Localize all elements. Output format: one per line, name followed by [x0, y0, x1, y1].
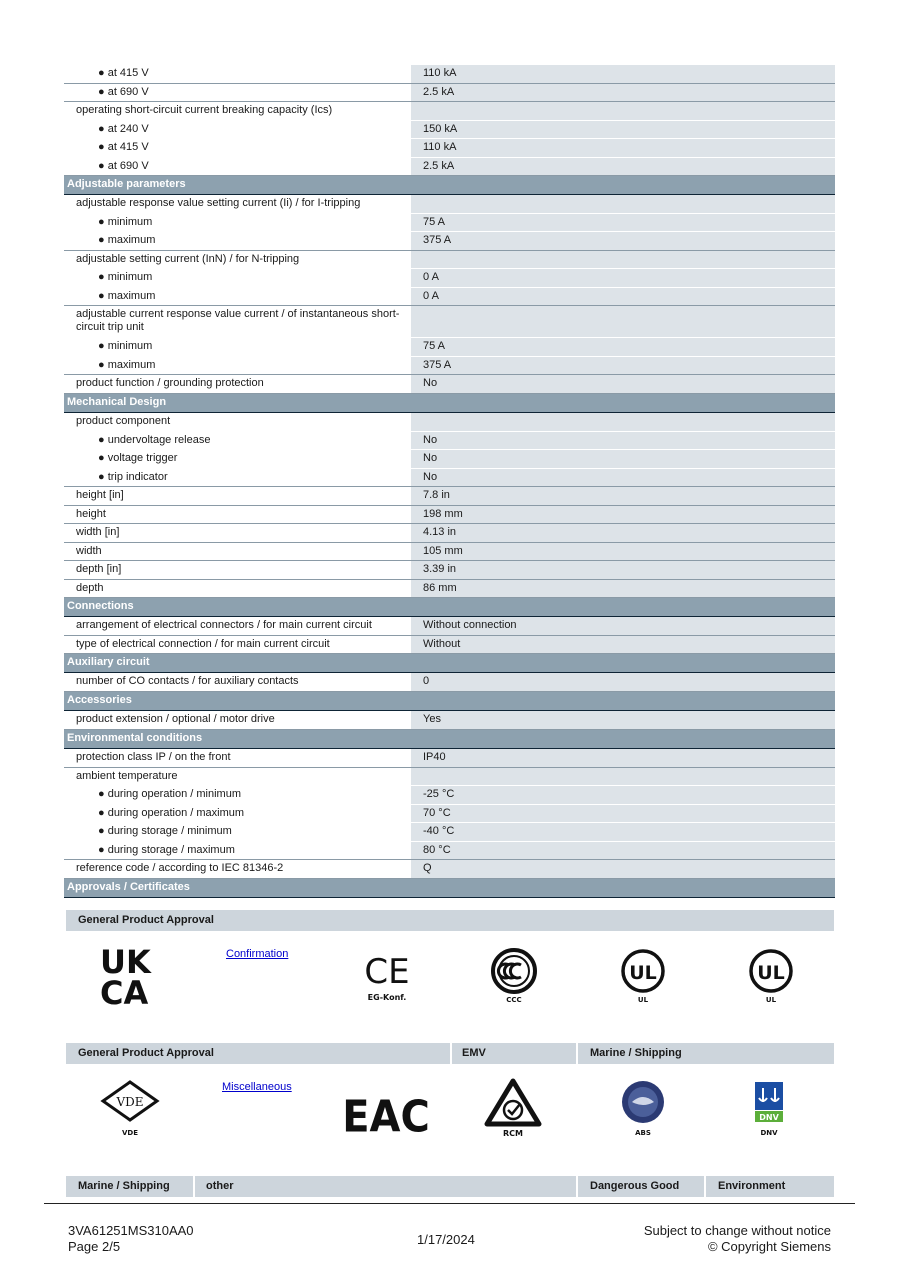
spec-label: ● maximum: [64, 232, 411, 250]
spec-label: ● undervoltage release: [64, 432, 411, 449]
spec-value: 110 kA: [411, 65, 835, 83]
spec-row: [64, 805, 835, 823]
ccc-logo: [488, 948, 540, 1004]
spec-value: Without: [411, 636, 835, 653]
section-header-label: Adjustable parameters: [67, 178, 186, 190]
spec-row: [64, 139, 835, 158]
spec-label: height: [64, 506, 411, 523]
spec-value: 2.5 kA: [411, 84, 835, 101]
spec-row: [64, 375, 835, 394]
ul-mark-2: UL: [757, 962, 785, 984]
spec-label: ● during storage / maximum: [64, 842, 411, 859]
vde-logo: [100, 1080, 160, 1138]
spec-value: [411, 195, 835, 213]
spec-row: [64, 84, 835, 102]
spec-value: [411, 102, 835, 120]
spec-label: adjustable response value setting current (Ii) / for I-tripping: [64, 195, 411, 213]
spec-row: [64, 749, 835, 768]
spec-label: reference code / according to IEC 81346-2: [64, 860, 411, 878]
spec-label: protection class IP / on the front: [64, 749, 411, 767]
section-header: [64, 730, 835, 749]
spec-row: [64, 768, 835, 786]
ukca-text-ca: CA: [100, 974, 149, 1012]
spec-value: 375 A: [411, 357, 835, 374]
cert-header-marine-2: Marine / Shipping: [78, 1180, 170, 1192]
spec-row: [64, 524, 835, 543]
spec-label: product component: [64, 413, 411, 431]
section-header: [64, 879, 835, 898]
spec-row: [64, 214, 835, 232]
spec-value: 86 mm: [411, 580, 835, 597]
spec-label: ● maximum: [64, 357, 411, 374]
spec-value: [411, 306, 835, 337]
spec-label: type of electrical connection / for main current circuit: [64, 636, 411, 653]
cert-header-row-2: [66, 1043, 834, 1064]
spec-row: [64, 121, 835, 139]
spec-label: ● maximum: [64, 288, 411, 305]
section-header: [64, 692, 835, 711]
spec-value: 80 °C: [411, 842, 835, 859]
spec-value: 105 mm: [411, 543, 835, 560]
section-header-label: Connections: [67, 600, 134, 612]
section-header-label: Approvals / Certificates: [67, 881, 190, 893]
spec-value: 375 A: [411, 232, 835, 250]
spec-label: ● during operation / minimum: [64, 786, 411, 804]
spec-row: [64, 102, 835, 121]
ul-caption-2: UL: [765, 996, 777, 1004]
spec-value: 7.8 in: [411, 487, 835, 505]
cert-header-other: other: [206, 1180, 234, 1192]
ul-mark-1: UL: [629, 962, 657, 984]
spec-label: ● during storage / minimum: [64, 823, 411, 841]
cert-header-environment: Environment: [718, 1180, 786, 1192]
ccc-caption: CCC: [506, 996, 522, 1004]
cert-header-general-approval: General Product Approval: [78, 914, 214, 926]
dnv-mark: DNV: [759, 1113, 779, 1122]
spec-row: [64, 786, 835, 805]
spec-value: 4.13 in: [411, 524, 835, 542]
spec-row: [64, 469, 835, 487]
section-header: [64, 394, 835, 413]
spec-value: [411, 413, 835, 431]
spec-label: ● during operation / maximum: [64, 805, 411, 822]
spec-value: -40 °C: [411, 823, 835, 841]
section-header: [64, 176, 835, 195]
ukca-text-uk: UK: [100, 943, 151, 981]
spec-label: ● minimum: [64, 269, 411, 287]
spec-row: [64, 487, 835, 506]
spec-value: 75 A: [411, 214, 835, 231]
ul-logo-2: [748, 948, 794, 1004]
spec-value: 70 °C: [411, 805, 835, 822]
spec-value: No: [411, 450, 835, 468]
section-header-label: Accessories: [67, 694, 132, 706]
spec-row: [64, 65, 835, 84]
spec-row: [64, 413, 835, 432]
spec-row: [64, 823, 835, 842]
spec-value: -25 °C: [411, 786, 835, 804]
spec-label: ambient temperature: [64, 768, 411, 785]
spec-label: height [in]: [64, 487, 411, 505]
spec-label: depth: [64, 580, 411, 597]
eac-mark: EAC: [342, 1090, 430, 1142]
spec-row: [64, 617, 835, 636]
ul-logo-1: [620, 948, 666, 1004]
spec-value: 110 kA: [411, 139, 835, 157]
footer-divider: [44, 1203, 855, 1204]
spec-value: 198 mm: [411, 506, 835, 523]
spec-value: Q: [411, 860, 835, 878]
ce-logo: [362, 950, 412, 1004]
spec-label: ● at 690 V: [64, 84, 411, 101]
spec-row: [64, 232, 835, 251]
spec-row: [64, 673, 835, 692]
spec-label: adjustable current response value current / of instantaneous short-circuit trip unit: [64, 306, 411, 337]
footer-copyright: © Copyright Siemens: [707, 1239, 831, 1254]
spec-label: operating short-circuit current breaking capacity (Ics): [64, 102, 411, 120]
spec-value: 0 A: [411, 288, 835, 305]
spec-value: Without connection: [411, 617, 835, 635]
spec-row: [64, 561, 835, 580]
spec-value: 0: [411, 673, 835, 691]
footer-article-number: 3VA61251MS310AA0: [68, 1223, 194, 1238]
cert-header-dangerous-good: Dangerous Good: [590, 1180, 680, 1192]
footer-notice: Subject to change without notice: [643, 1223, 831, 1238]
ul-caption-1: UL: [637, 996, 649, 1004]
spec-value: No: [411, 469, 835, 486]
ce-mark: CE: [364, 952, 410, 992]
spec-row: [64, 251, 835, 269]
miscellaneous-link[interactable]: Miscellaneous: [222, 1081, 292, 1093]
spec-value: IP40: [411, 749, 835, 767]
spec-row: [64, 636, 835, 654]
spec-label: width: [64, 543, 411, 560]
spec-row: [64, 450, 835, 469]
section-header: [64, 654, 835, 673]
dnv-logo: [752, 1080, 786, 1138]
spec-row: [64, 269, 835, 288]
spec-value: 150 kA: [411, 121, 835, 138]
spec-label: width [in]: [64, 524, 411, 542]
spec-row: [64, 506, 835, 524]
cert-header-row-1: [66, 910, 834, 931]
spec-row: [64, 306, 835, 338]
spec-row: [64, 158, 835, 176]
rcm-caption: RCM: [503, 1129, 523, 1138]
spec-value: [411, 768, 835, 785]
spec-row: [64, 543, 835, 561]
spec-row: [64, 842, 835, 860]
spec-value: Yes: [411, 711, 835, 729]
spec-label: depth [in]: [64, 561, 411, 579]
footer-date: 1/17/2024: [417, 1232, 475, 1247]
cert-header-marine: Marine / Shipping: [590, 1047, 682, 1059]
spec-label: ● at 240 V: [64, 121, 411, 138]
ce-caption: EG-Konf.: [367, 993, 407, 1002]
spec-value: 75 A: [411, 338, 835, 356]
spec-row: [64, 195, 835, 214]
vde-caption: VDE: [121, 1129, 139, 1137]
spec-value: 2.5 kA: [411, 158, 835, 175]
spec-label: ● trip indicator: [64, 469, 411, 486]
abs-logo: [618, 1080, 668, 1138]
confirmation-link[interactable]: Confirmation: [226, 948, 289, 960]
spec-label: ● at 415 V: [64, 65, 411, 83]
footer-page-number: Page 2/5: [68, 1239, 121, 1254]
spec-label: ● at 415 V: [64, 139, 411, 157]
spec-label: product extension / optional / motor drive: [64, 711, 411, 729]
section-header-label: Mechanical Design: [67, 396, 167, 408]
spec-row: [64, 432, 835, 450]
spec-row: [64, 288, 835, 306]
spec-row: [64, 711, 835, 730]
spec-row: [64, 580, 835, 598]
spec-label: arrangement of electrical connectors / for main current circuit: [64, 617, 411, 635]
cert-header-row-3: [66, 1176, 834, 1197]
abs-caption: ABS: [635, 1129, 651, 1137]
spec-table: [64, 65, 835, 898]
spec-row: [64, 860, 835, 879]
section-header: [64, 598, 835, 617]
eac-logo: [342, 1082, 430, 1142]
rcm-logo: [484, 1078, 542, 1138]
spec-value: 3.39 in: [411, 561, 835, 579]
spec-label: number of CO contacts / for auxiliary contacts: [64, 673, 411, 691]
spec-label: product function / grounding protection: [64, 375, 411, 393]
spec-label: adjustable setting current (InN) / for N-tripping: [64, 251, 411, 268]
spec-label: ● minimum: [64, 338, 411, 356]
spec-value: No: [411, 375, 835, 393]
spec-label: ● minimum: [64, 214, 411, 231]
vde-mark: VDE: [116, 1095, 144, 1109]
section-header-label: Environmental conditions: [67, 732, 203, 744]
spec-label: ● at 690 V: [64, 158, 411, 175]
cert-header-general-approval-2: General Product Approval: [78, 1047, 214, 1059]
dnv-caption: DNV: [760, 1129, 778, 1137]
spec-value: 0 A: [411, 269, 835, 287]
cert-header-emv: EMV: [462, 1047, 486, 1059]
spec-row: [64, 338, 835, 357]
ukca-logo: [100, 943, 162, 1012]
spec-label: ● voltage trigger: [64, 450, 411, 468]
spec-value: No: [411, 432, 835, 449]
spec-row: [64, 357, 835, 375]
spec-value: [411, 251, 835, 268]
section-header-label: Auxiliary circuit: [67, 656, 150, 668]
